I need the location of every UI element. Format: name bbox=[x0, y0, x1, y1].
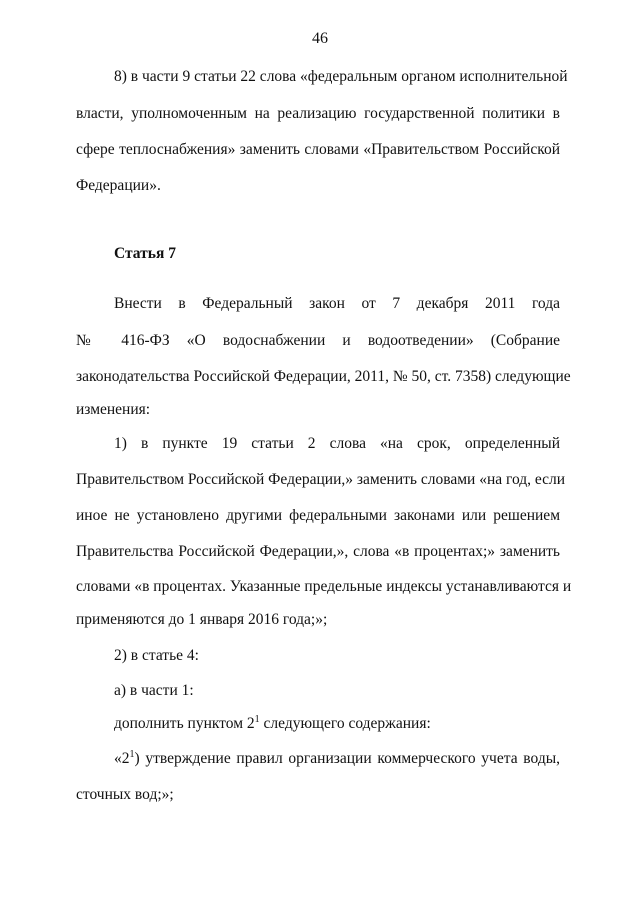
supplement-text-before: дополнить пунктом 2 bbox=[114, 715, 255, 732]
quote-line-2: сточных вод;»; bbox=[76, 786, 174, 803]
intro-line-1: Внести в Федеральный закон от 7 декабря 2011 года bbox=[114, 295, 560, 312]
quote-superscript: 1 bbox=[129, 749, 135, 760]
article-heading: Статья 7 bbox=[114, 245, 176, 262]
item1-line-6: применяются до 1 января 2016 года;»; bbox=[76, 611, 328, 628]
page-number: 46 bbox=[312, 30, 328, 47]
supplement-superscript: 1 bbox=[254, 714, 260, 725]
item1-line-2: Правительством Российской Федерации,» заменить словами «на год, если bbox=[76, 471, 566, 488]
para8-line-4: Федерации». bbox=[76, 177, 161, 194]
intro-line-2: № 416-ФЗ «О водоснабжении и водоотведении» (Собрание bbox=[76, 332, 560, 349]
item2-line: 2) в статье 4: bbox=[114, 647, 199, 664]
item2a-line: а) в части 1: bbox=[114, 682, 194, 699]
quote-open: «2 bbox=[114, 750, 130, 767]
item1-line-3: иное не установлено другими федеральными законами или решением bbox=[76, 507, 560, 524]
para8-line-1: 8) в части 9 статьи 22 слова «федеральным органом исполнительной bbox=[114, 68, 568, 85]
item1-line-4: Правительства Российской Федерации,», слова «в процентах;» заменить bbox=[76, 543, 560, 560]
intro-line-3: законодательства Российской Федерации, 2011, № 50, ст. 7358) следующие bbox=[76, 368, 571, 385]
para8-line-2: власти, уполномоченным на реализацию государственной политики в bbox=[76, 105, 560, 122]
quote-line1-rest: ) утверждение правил организации коммерческого учета воды, bbox=[134, 750, 560, 767]
item1-line-5: словами «в процентах. Указанные предельные индексы устанавливаются и bbox=[76, 578, 572, 595]
intro-line-4: изменения: bbox=[76, 401, 151, 418]
supplement-line bbox=[114, 714, 560, 734]
item1-line-1: 1) в пункте 19 статьи 2 слова «на срок, определенный bbox=[114, 435, 560, 452]
quote-line-1 bbox=[114, 749, 560, 769]
supplement-text-after: следующего содержания: bbox=[259, 715, 431, 732]
para8-line-3: сфере теплоснабжения» заменить словами «Правительством Российской bbox=[76, 141, 560, 158]
